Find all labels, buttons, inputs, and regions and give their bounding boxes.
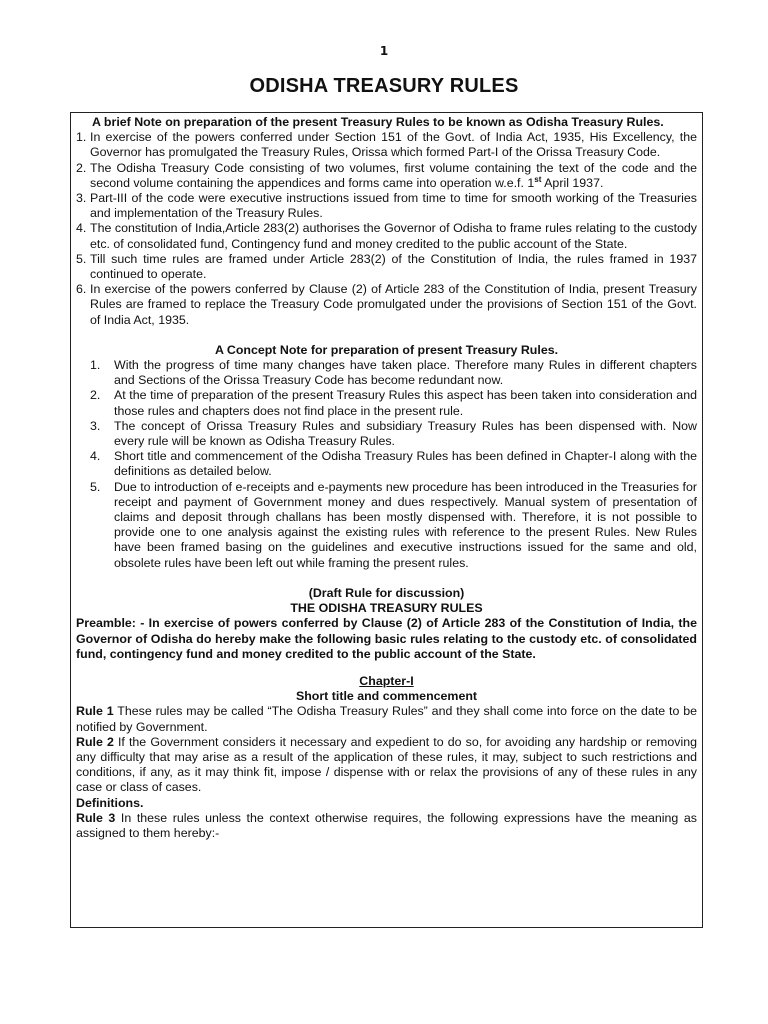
rules-heading: THE ODISHA TREASURY RULES xyxy=(290,601,483,616)
definitions-heading: Definitions. xyxy=(76,795,144,810)
list-item: 5. Till such time rules are framed under Article 283(2) of the Constitution of India, the rules framed in 1937 continued to operate. xyxy=(76,251,697,282)
list-item: 2. The Odisha Treasury Code consisting of two volumes, first volume containing the text of the code and the second volume containing the appendices and forms came into operation w.e.f. 1st April 1937. xyxy=(76,160,697,190)
list-item: 3. The concept of Orissa Treasury Rules and subsidiary Treasury Rules has been dispensed with. Now every rule will be known as Odisha Treasury Rules. xyxy=(90,418,697,449)
list-item: 3. Part-III of the code were executive instructions issued from time to time for smooth working of the Treasuries and implementation of the Treasury Rules. xyxy=(76,191,697,221)
draft-label: (Draft Rule for discussion) xyxy=(308,585,465,600)
list-item: 1. With the progress of time many changes have taken place. Therefore many Rules in different chapters and Sections of the Orissa Treasury Code has become redundant now. xyxy=(90,358,697,388)
brief-note-heading: A brief Note on preparation of the present Treasury Rules to be known as Odisha Treasury Rules. xyxy=(92,115,664,129)
rule-1: Rule 1 These rules may be called “The Odisha Treasury Rules” and they shall come into force on the date to be notified by Government. xyxy=(76,704,698,734)
document-title: ODISHA TREASURY RULES xyxy=(249,75,519,97)
list-item: 4. The constitution of India,Article 283(2) authorises the Governor of Odisha to frame rules relating to the custody etc. of consolidated fund, Contingency fund and money credited to the public account of the State. xyxy=(76,221,697,251)
superscript: st xyxy=(534,174,542,184)
chapter-subtitle: Short title and commencement xyxy=(295,689,478,704)
brief-note-list xyxy=(76,130,697,328)
page-number: 1 xyxy=(379,44,389,58)
rule-2: Rule 2 If the Government considers it necessary and expedient to do so, for avoiding any hardship or removing any difficulty that may arise as a result of the application of these rules, it may, subject to such restrictions and conditions, if any, as it may think fit, impose / dispense with or relax the provisions of any of these rules in any case or class of cases. xyxy=(76,734,697,795)
list-item: 1. In exercise of the powers conferred under Section 151 of the Govt. of India Act, 1935, His Excellency, the Governor has promulgated the Treasury Rules, Orissa which formed Part-I of the Orissa Treasury Code. xyxy=(76,130,697,160)
list-item: 4. Short title and commencement of the Odisha Treasury Rules has been defined in Chapter-I along with the definitions as detailed below. xyxy=(90,449,697,479)
preamble: Preamble: - In exercise of powers conferred by Clause (2) of Article 283 of the Constitution of India, the Governor of Odisha do hereby make the following basic rules relating to the custody etc. of consolidated fund, contingency fund and money credited to the public account of the State. xyxy=(76,616,697,661)
concept-note-heading: A Concept Note for preparation of present Treasury Rules. xyxy=(214,342,559,357)
rule-3: Rule 3 In these rules unless the context otherwise requires, the following expressions have the meaning as assigned to them hereby:- xyxy=(76,810,697,840)
list-item: 2. At the time of preparation of the present Treasury Rules this aspect has been taken into consideration and those rules and chapters does not find place in the present rule. xyxy=(90,388,697,418)
concept-note-list xyxy=(76,358,697,571)
chapter-heading: Chapter-I xyxy=(359,673,414,688)
list-item: 6. In exercise of the powers conferred by Clause (2) of Article 283 of the Constitution of India, present Treasury Rules are framed to replace the Treasury Code promulgated under the provisions of Section 151 of the Govt. of India Act, 1935. xyxy=(76,282,697,327)
content-frame xyxy=(70,112,703,928)
list-item: 5. Due to introduction of e-receipts and e-payments new procedure has been introduced in the Treasuries for receipt and payment of Government money and dues respectively. Manual system of presentation of claims and deposit through challans has been mostly dispensed with. Therefore, it is not possible to provide one to one analysis against the existing rules with reference to the present Rules. New Rules have been framed basing on the guidelines and executive instructions issued for the same and old, obsolete rules have been left out while framing the present rules. xyxy=(90,479,697,570)
